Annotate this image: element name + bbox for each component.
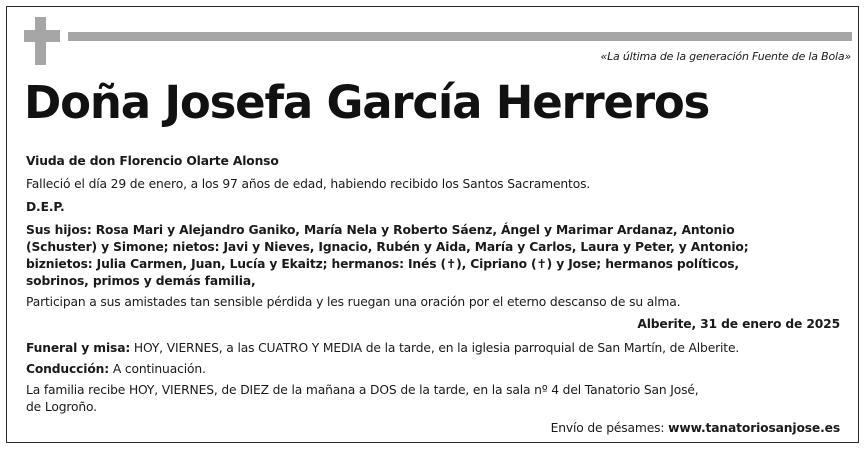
cross-icon xyxy=(24,17,60,65)
family-line-4: sobrinos, primos y demás familia, xyxy=(26,274,256,288)
place-date: Alberite, 31 de enero de 2025 xyxy=(637,317,840,331)
conduccion-line xyxy=(26,361,206,378)
family-line-2: (Schuster) y Simone; nietos: Javi y Nieves, Ignacio, Rubén y Aida, María y Carlos, Laura y Peter, y Antonio; xyxy=(26,240,749,254)
death-line: Falleció el día 29 de enero, a los 97 años de edad, habiendo recibido los Santos Sacramentos. xyxy=(26,177,591,191)
deceased-name: Doña Josefa García Herreros xyxy=(24,76,710,129)
reception-line-1: La familia recibe HOY, VIERNES, de DIEZ de la mañana a DOS de la tarde, en la sala nº 4 del Tanatorio San José, xyxy=(26,383,699,397)
condolences-label: Envío de pésames: xyxy=(550,421,669,435)
epigraph: «La última de la generación Fuente de la Bola» xyxy=(600,50,851,63)
conduccion-text: A continuación. xyxy=(109,362,206,376)
widow-line: Viuda de don Florencio Olarte Alonso xyxy=(26,154,279,168)
header-rule xyxy=(68,32,852,41)
funeral-label: Funeral y misa: xyxy=(26,341,131,355)
family-line-3: biznietos: Julia Carmen, Juan, Lucía y Ekaitz; hermanos: Inés (✝), Cipriano (✝) y Jose; hermanos políticos, xyxy=(26,257,739,271)
funeral-line xyxy=(26,340,739,357)
dep-line: D.E.P. xyxy=(26,200,65,214)
condolences-link[interactable]: www.tanatoriosanjose.es xyxy=(668,421,840,435)
funeral-text: HOY, VIERNES, a las CUATRO Y MEDIA de la tarde, en la iglesia parroquial de San Martín, de Alberite. xyxy=(130,341,740,355)
conduccion-label: Conducción: xyxy=(26,362,110,376)
reception-line-2: de Logroño. xyxy=(26,400,97,414)
family-line-1: Sus hijos: Rosa Mari y Alejandro Ganiko, María Nela y Roberto Sáenz, Ángel y Marimar Ardanaz, Antonio xyxy=(26,223,735,237)
condolences-line xyxy=(551,420,840,437)
invitation-line: Participan a sus amistades tan sensible pérdida y les ruegan una oración por el eterno descanso de su alma. xyxy=(26,295,681,309)
